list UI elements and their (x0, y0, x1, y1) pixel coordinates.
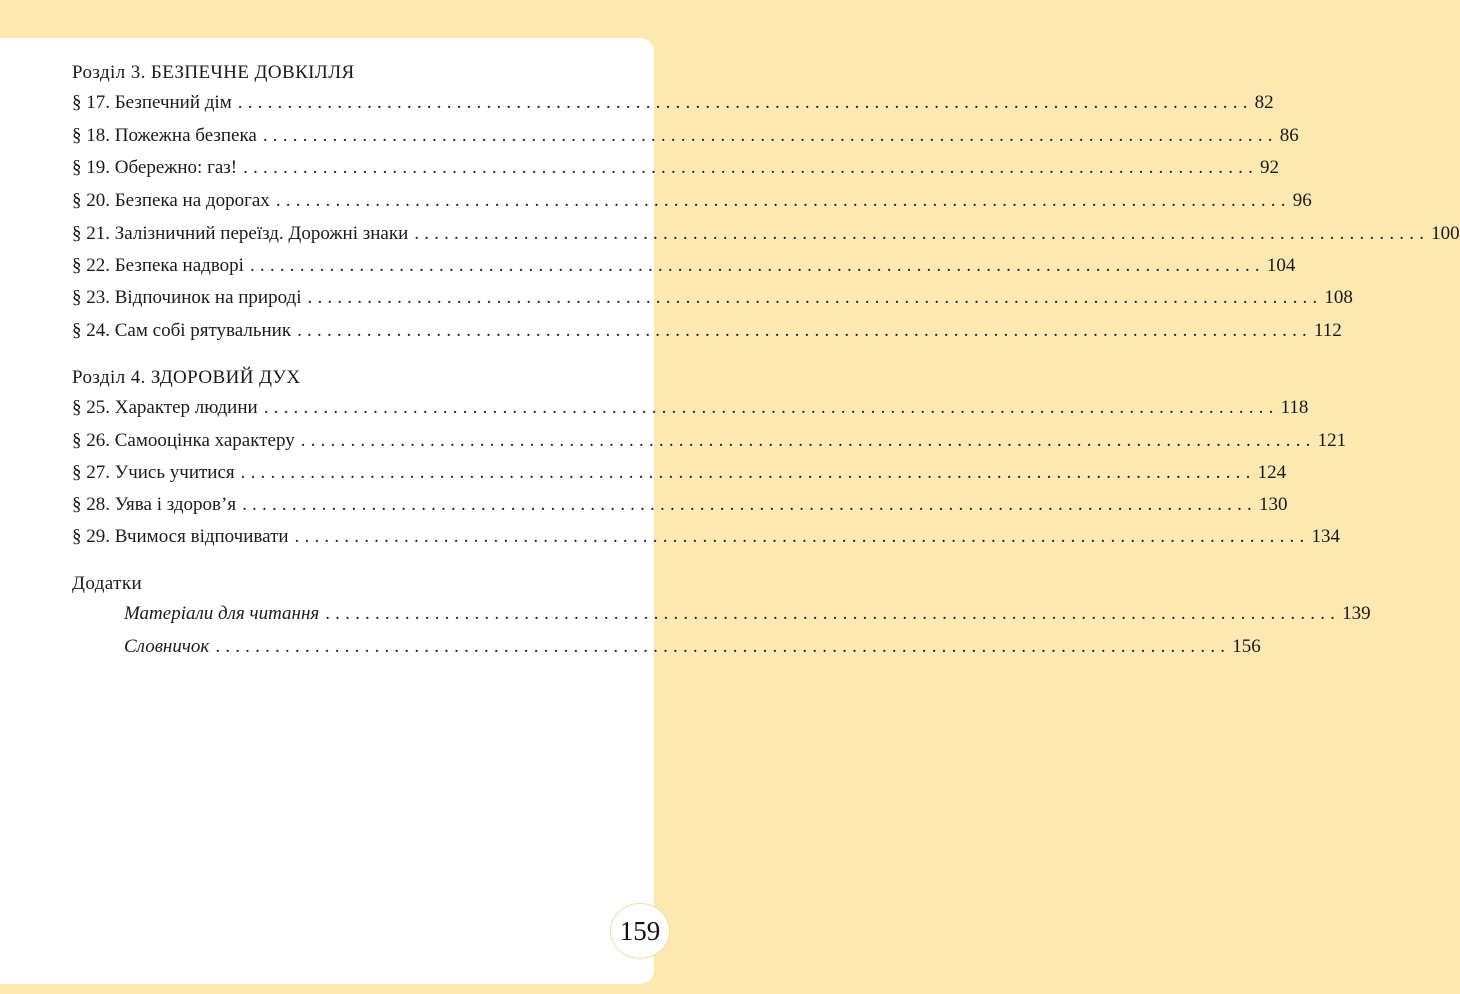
dot-leader: ...................................................................................................... (249, 255, 1265, 276)
dot-leader: ...................................................................................................... (242, 494, 1258, 515)
dot-leader: ...................................................................................................... (297, 320, 1312, 341)
toc-entry-title: § 19. Обережно: газ! (72, 157, 238, 178)
toc-entry-page: 96 (1292, 190, 1312, 211)
toc-entry-title: § 28. Уява і здоров’я (72, 494, 237, 515)
dot-leader: ...................................................................................................... (300, 430, 1316, 451)
toc-entry-page: 121 (1317, 430, 1347, 451)
dot-leader: ...................................................................................................... (325, 603, 1341, 624)
toc-entry-title: Матеріали для читання (124, 603, 320, 624)
toc-entry-page: 92 (1260, 157, 1280, 178)
toc-entry-title: § 29. Вчимося відпочивати (72, 526, 289, 547)
dot-leader: ...................................................................................................... (307, 287, 1323, 308)
toc-entry[interactable] (72, 494, 1288, 520)
toc-entry-page: 86 (1279, 125, 1299, 146)
toc-entry[interactable] (72, 125, 1299, 151)
toc-entry-title: § 24. Сам собі рятувальник (72, 320, 292, 341)
toc-entry-page: 118 (1280, 397, 1309, 418)
toc-entry[interactable] (124, 636, 1261, 662)
dot-leader: ...................................................................................................... (294, 526, 1310, 547)
section-title-4: Розділ 4. ЗДОРОВИЙ ДУХ (72, 367, 301, 388)
section-title-appendices: Додатки (72, 573, 143, 594)
toc-entry-title: § 25. Характер людини (72, 397, 258, 418)
toc-entry-title: § 17. Безпечний дім (72, 92, 232, 113)
toc-entry-page: 156 (1232, 636, 1261, 657)
toc-entry-title: § 22. Безпека надворі (72, 255, 244, 276)
toc-entry[interactable] (72, 462, 1287, 488)
dot-leader: ...................................................................................................... (243, 157, 1259, 178)
dot-leader: ...................................................................................................... (414, 223, 1430, 244)
toc-entry[interactable] (72, 397, 1309, 423)
toc-entry-page: 134 (1311, 526, 1340, 547)
toc-entry[interactable] (72, 92, 1274, 118)
toc-entry-page: 124 (1257, 462, 1287, 483)
toc-entry[interactable] (72, 320, 1342, 346)
toc-entry-title: § 18. Пожежна безпека (72, 125, 257, 146)
toc-entry-page: 104 (1266, 255, 1296, 276)
toc-entry-title: § 26. Самооцінка характеру (72, 430, 295, 451)
toc-entry-title: Словничок (124, 636, 210, 657)
toc-entry[interactable] (72, 157, 1280, 183)
dot-leader: ...................................................................................................... (275, 190, 1291, 211)
dot-leader: ...................................................................................................... (263, 397, 1279, 418)
toc-entry-page: 130 (1259, 494, 1288, 515)
toc-entry[interactable] (72, 430, 1347, 456)
toc-entry-page: 112 (1314, 320, 1342, 341)
toc-entry-title: § 27. Учись учитися (72, 462, 235, 483)
toc-entry[interactable] (72, 255, 1296, 281)
dot-leader: ...................................................................................................... (240, 462, 1256, 483)
toc-entry-page: 100 (1431, 223, 1460, 244)
toc-entry-page: 139 (1342, 603, 1371, 624)
toc-entry-title: § 23. Відпочинок на природі (72, 287, 302, 308)
toc-entry-title: § 20. Безпека на дорогах (72, 190, 270, 211)
page-number: 159 (619, 915, 661, 946)
dot-leader: ...................................................................................................... (215, 636, 1231, 657)
toc-entry[interactable] (72, 526, 1340, 552)
toc-entry-page: 82 (1254, 92, 1274, 113)
toc-entry-page: 108 (1324, 287, 1353, 308)
toc-entry[interactable] (72, 287, 1353, 313)
dot-leader: ...................................................................................................... (237, 92, 1253, 113)
dot-leader: ...................................................................................................... (262, 125, 1278, 146)
toc-entry[interactable] (72, 190, 1312, 216)
toc-entry[interactable] (72, 223, 1460, 249)
page-number-badge (611, 904, 669, 958)
toc-entry[interactable] (124, 603, 1371, 629)
toc-entry-title: § 21. Залізничний переїзд. Дорожні знаки (72, 223, 409, 244)
section-title-3: Розділ 3. БЕЗПЕЧНЕ ДОВКІЛЛЯ (72, 62, 355, 83)
